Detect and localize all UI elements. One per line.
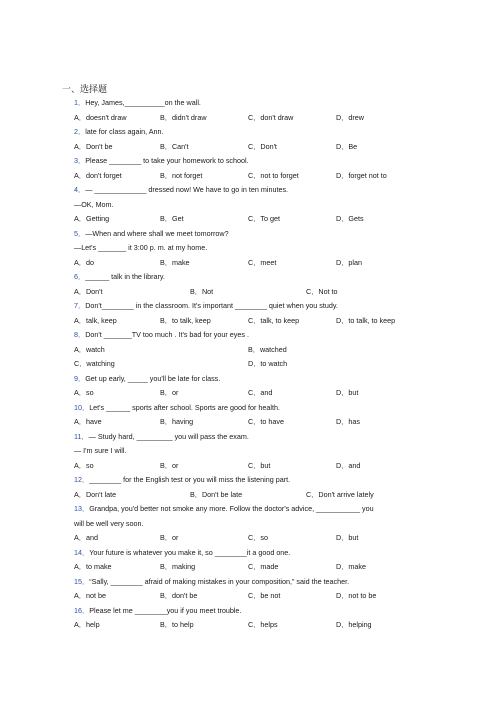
- answer-option: C．and: [248, 388, 273, 397]
- question-stem: [74, 185, 288, 194]
- question-text: “Sally, ________ afraid of making mistakes in your composition,” said the teacher.: [89, 576, 350, 586]
- answer-option: C．talk, to keep: [248, 315, 300, 325]
- question-text: ______ talk in the library.: [85, 272, 165, 281]
- question-text: Get up early, _____ you'll be late for class.: [85, 373, 221, 383]
- question-continuation: —OK, Mom.: [74, 199, 114, 209]
- answer-option: B．or: [160, 533, 179, 542]
- question-stem: [74, 229, 229, 238]
- answer-option: D．Gets: [336, 214, 364, 223]
- answer-option: A．so: [74, 460, 94, 470]
- question-text: late for class again, Ann.: [85, 127, 164, 136]
- question-text: Let's ______ sports after school. Sports are good for health.: [89, 402, 280, 412]
- answer-option: A．help: [74, 620, 100, 629]
- answer-option: D．has: [336, 417, 360, 426]
- answer-option: C．Don't arrive lately: [306, 489, 374, 499]
- answer-option: A．do: [74, 257, 94, 267]
- answer-option: B．Can't: [160, 141, 189, 151]
- answer-option: B．watched: [248, 344, 287, 354]
- answer-option: D．but: [336, 388, 359, 397]
- question-number: 6．: [74, 272, 86, 281]
- answer-option: B．not forget: [160, 170, 203, 180]
- question-text: Don't _______TV too much . It's bad for your eyes .: [85, 330, 249, 339]
- answer-option: C．but: [248, 460, 271, 470]
- answer-option: D．to talk, to keep: [336, 315, 396, 325]
- answer-option: A．Don't: [74, 286, 103, 296]
- question-stem: [74, 432, 249, 441]
- answer-option: D．not to be: [336, 591, 377, 600]
- answer-option: A．Don't late: [74, 489, 117, 499]
- answer-option: B．to talk, keep: [160, 315, 211, 325]
- answer-option: B．Not: [190, 286, 214, 296]
- question-number: 3．: [74, 156, 86, 165]
- question-text: —When and where shall we meet tomorrow?: [85, 228, 229, 238]
- question-stem: [74, 577, 349, 586]
- answer-option: B．or: [160, 460, 179, 470]
- answer-option: A．doesn't draw: [74, 112, 127, 122]
- answer-option: D．but: [336, 533, 359, 542]
- answer-option: D．plan: [336, 257, 362, 267]
- question-stem: [74, 301, 338, 310]
- question-stem: [74, 403, 280, 412]
- question-text: Your future is whatever you make it, so ________it a good one.: [89, 547, 291, 557]
- answer-option: B．don't be: [160, 591, 198, 600]
- question-number: 7．: [74, 301, 86, 310]
- answer-option: A．not be: [74, 591, 106, 600]
- answer-option: B．making: [160, 562, 196, 571]
- question-stem: [74, 606, 241, 615]
- answer-option: B．didn't draw: [160, 112, 207, 122]
- question-stem: [74, 127, 164, 136]
- answer-option: D．to watch: [248, 359, 288, 368]
- answer-option: B．having: [160, 417, 194, 426]
- question-number: 14．: [74, 547, 90, 557]
- answer-option: A．to make: [74, 562, 112, 571]
- answer-option: A．don't forget: [74, 170, 122, 180]
- answer-option: C．meet: [248, 257, 277, 267]
- answer-option: D．make: [336, 562, 366, 571]
- answer-option: A．so: [74, 388, 94, 397]
- answer-option: D．drew: [336, 112, 364, 122]
- question-text: Please let me ________you if you meet trouble.: [89, 605, 242, 615]
- answer-option: B．Get: [160, 214, 184, 223]
- question-stem: [74, 548, 290, 557]
- question-number: 15．: [74, 576, 90, 586]
- question-text: Hey, James,__________on the wall.: [85, 98, 201, 107]
- answer-option: D．Be: [336, 141, 358, 151]
- question-stem: [74, 330, 249, 339]
- answer-option: C．Not to: [306, 286, 338, 296]
- section-title: 一、选择题: [62, 84, 108, 94]
- question-continuation: — I'm sure I will.: [74, 446, 127, 455]
- answer-option: D．helping: [336, 620, 372, 629]
- answer-option: B．Don't be late: [190, 489, 243, 499]
- question-stem: [74, 156, 249, 165]
- question-stem: [74, 272, 165, 281]
- question-number: 13．: [74, 504, 90, 513]
- answer-option: C．helps: [248, 620, 278, 629]
- answer-option: C．don't draw: [248, 112, 294, 122]
- answer-option: B．or: [160, 388, 179, 397]
- question-number: 16．: [74, 605, 90, 615]
- question-number: 8．: [74, 330, 86, 339]
- question-stem: [74, 98, 201, 107]
- question-number: 12．: [74, 475, 90, 484]
- answer-option: C．to have: [248, 417, 284, 426]
- answer-option: D．forget not to: [336, 170, 387, 180]
- question-number: 1．: [74, 98, 86, 107]
- question-stem: [74, 504, 374, 513]
- answer-option: C．watching: [74, 359, 115, 368]
- question-text: — Study hard, _________ you will pass the exam.: [88, 431, 249, 441]
- answer-option: A．have: [74, 417, 102, 426]
- answer-option: A．talk, keep: [74, 315, 117, 325]
- question-number: 4．: [74, 185, 86, 194]
- question-continuation: will be well very soon.: [74, 518, 144, 528]
- question-number: 9．: [74, 373, 86, 383]
- question-text: Don't________ in the classroom. It's important ________ quiet when you study.: [85, 301, 338, 310]
- question-number: 2．: [74, 127, 86, 136]
- answer-option: B．make: [160, 257, 190, 267]
- answer-option: A．watch: [74, 344, 105, 354]
- question-stem: [74, 475, 290, 484]
- question-text: Please ________ to take your homework to school.: [85, 156, 249, 165]
- answer-option: C．Don't: [248, 141, 277, 151]
- question-number: 11．: [74, 431, 89, 441]
- answer-option: C．be not: [248, 591, 281, 600]
- answer-option: C．To get: [248, 214, 280, 223]
- question-text: — _____________ dressed now! We have to go in ten minutes.: [85, 185, 289, 194]
- question-continuation: —Let's _______ it 3:00 p. m. at my home.: [74, 243, 208, 252]
- answer-option: B．to help: [160, 620, 194, 629]
- answer-option: A．Getting: [74, 214, 110, 223]
- answer-option: C．not to forget: [248, 170, 299, 180]
- answer-option: D．and: [336, 460, 361, 470]
- question-stem: [74, 374, 220, 383]
- question-text: ________ for the English test or you will miss the listening part.: [89, 475, 291, 484]
- answer-option: A．and: [74, 533, 98, 542]
- question-number: 10．: [74, 402, 90, 412]
- answer-option: A．Don't be: [74, 141, 113, 151]
- answer-option: C．made: [248, 562, 279, 571]
- answer-option: C．so: [248, 533, 268, 542]
- question-number: 5．: [74, 228, 86, 238]
- question-text: Grandpa, you'd better not smoke any more. Follow the doctor's advice, ___________ you: [89, 504, 374, 513]
